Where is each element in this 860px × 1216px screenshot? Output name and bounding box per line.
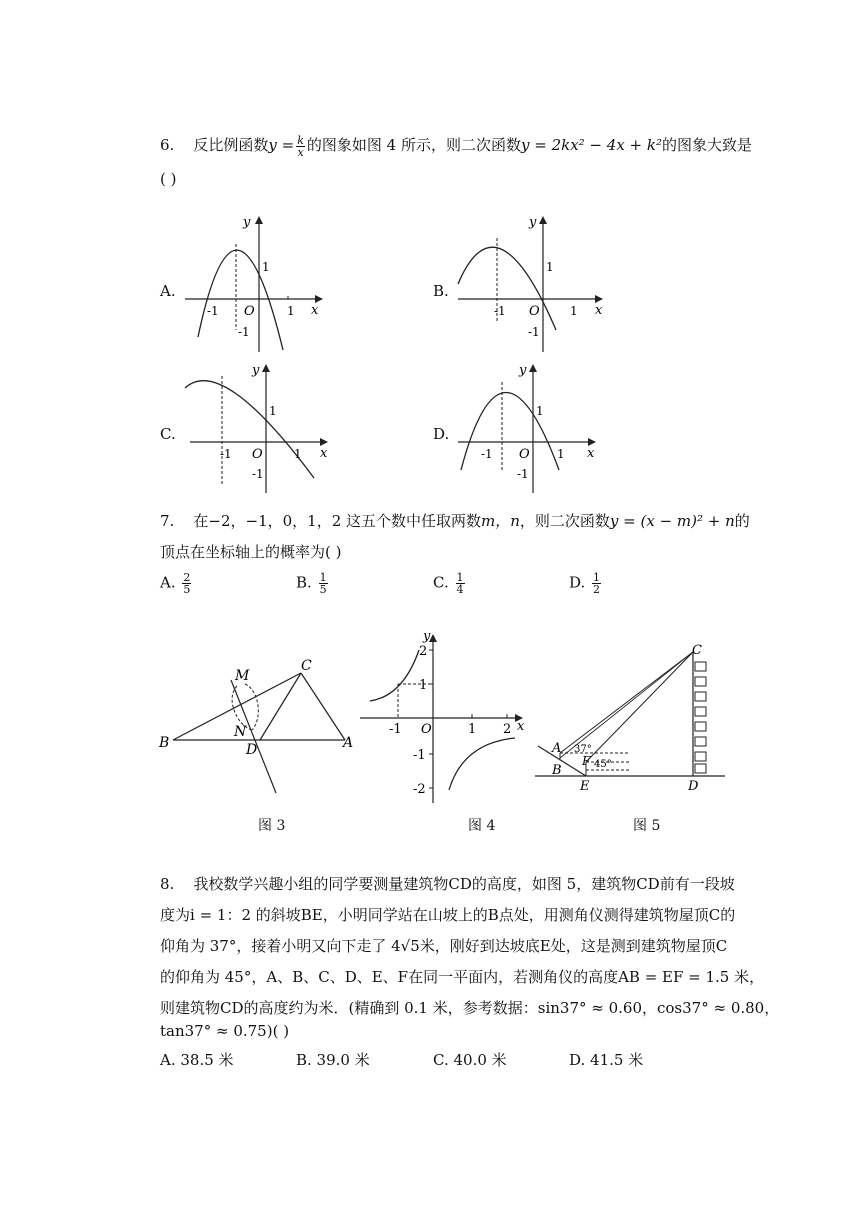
svg-text:B: B [552, 763, 562, 778]
svg-text:1: 1 [570, 304, 578, 318]
svg-text:-1: -1 [220, 447, 232, 461]
q7-function: y = (x − m)² + n [609, 512, 735, 530]
graph-a-y-label: y [243, 215, 251, 230]
svg-text:-1: -1 [389, 722, 402, 737]
svg-text:N: N [234, 724, 247, 740]
q6-graph-d [453, 360, 603, 495]
svg-text:-1: -1 [517, 467, 529, 481]
svg-text:2: 2 [419, 644, 428, 659]
svg-text:1: 1 [557, 447, 565, 461]
svg-text:-1: -1 [207, 304, 219, 318]
q6-option-a-label: A. [160, 282, 176, 300]
q8-option-c: C. 40.0 米 [433, 1051, 507, 1069]
svg-text:M: M [235, 668, 250, 684]
q6-line1: 6. 反比例函数y = $\frac{k}{x}$ 的图象如图 4 所示，则二次函数y = 2kx² − 4x + k²的图象大致是 [160, 133, 752, 159]
svg-text:y: y [423, 629, 431, 644]
q7-option-a: A. $\frac{2}{5}$ [160, 571, 191, 596]
svg-text:C: C [692, 643, 702, 658]
svg-text:1: 1 [269, 404, 277, 418]
q8-line6: tan37° ≈ 0.75)( ) [160, 1022, 290, 1040]
svg-text:1: 1 [536, 404, 544, 418]
svg-text:F: F [582, 754, 591, 768]
q7-option-b: B. $\frac{1}{5}$ [296, 571, 327, 596]
svg-text:E: E [580, 779, 590, 794]
q6-paren: ( ) [160, 170, 177, 188]
svg-text:B: B [159, 735, 170, 751]
svg-text:1: 1 [287, 304, 295, 318]
svg-text:D: D [688, 779, 699, 794]
q6-option-b-label: B. [433, 282, 449, 300]
q8-option-b: B. 39.0 米 [296, 1051, 370, 1069]
svg-text:1: 1 [546, 260, 554, 274]
figure-4-caption: 图 4 [468, 818, 496, 834]
figure-3-caption: 图 3 [258, 818, 286, 834]
q8-line2: 度为i = 1：2 的斜坡BE，小明同学站在山坡上的B点处，用测角仪测得建筑物屋顶C的 [160, 906, 736, 924]
svg-text:O: O [529, 304, 540, 319]
svg-text:-1: -1 [238, 325, 250, 339]
q7-line1: 7. 在−2，−1，0，1，2 这五个数中任取两数m，n，则二次函数y = (x − m)² + n的 [160, 512, 750, 530]
svg-text:-1: -1 [413, 748, 426, 763]
q6-option-c-label: C. [160, 425, 176, 443]
svg-text:x: x [587, 446, 595, 461]
svg-text:O: O [421, 722, 432, 737]
svg-text:45°: 45° [594, 759, 612, 770]
svg-text:O: O [252, 447, 263, 462]
q6-graph-a [180, 212, 325, 354]
q6-number: 6. [160, 136, 175, 154]
svg-text:-2: -2 [413, 782, 426, 797]
svg-text:x: x [311, 303, 319, 318]
q8-option-d: D. 41.5 米 [569, 1051, 644, 1069]
svg-text:y: y [529, 215, 537, 230]
q6-graph-b [453, 212, 608, 354]
q7-option-d: D. $\frac{1}{2}$ [569, 571, 601, 596]
svg-text:y: y [252, 363, 260, 378]
q8-option-a: A. 38.5 米 [160, 1051, 234, 1069]
q6-option-d-label: D. [433, 425, 450, 443]
q6-graph-c [180, 360, 330, 495]
q8-line4: 的仰角为 45°，A、B、C、D、E、F在同一平面内，若测角仪的高度AB = EF = 1.5 米， [160, 968, 765, 986]
q6-fraction: $\frac{k}{x}$ [297, 133, 304, 159]
svg-text:y: y [519, 363, 527, 378]
svg-text:1: 1 [419, 678, 428, 693]
svg-text:C: C [301, 658, 312, 674]
figure-5 [530, 640, 730, 800]
svg-text:1: 1 [294, 447, 302, 461]
q7-line2: 顶点在坐标轴上的概率为( ) [160, 543, 342, 561]
figure-4 [355, 628, 530, 808]
q8-line3: 仰角为 37°，接着小明又向下走了 4√5米，刚好到达坡底E处，这是测到建筑物屋顶C [160, 937, 728, 955]
svg-text:-1: -1 [252, 467, 264, 481]
q8-line5: 则建筑物CD的高度约为米．(精确到 0.1 米，参考数据：sin37° ≈ 0.60，cos37° ≈ 0.80， [160, 999, 780, 1017]
figure-5-caption: 图 5 [633, 818, 661, 834]
svg-text:1: 1 [262, 260, 270, 274]
svg-text:O: O [519, 447, 530, 462]
figure-3 [155, 650, 355, 810]
svg-text:A: A [343, 735, 354, 751]
svg-text:-1: -1 [528, 325, 540, 339]
svg-text:-1: -1 [494, 304, 506, 318]
q6-inverse-func: y = [268, 136, 295, 154]
svg-text:x: x [595, 303, 603, 318]
q6-quadratic-func: y = 2kx² − 4x + k² [520, 136, 662, 154]
svg-text:1: 1 [468, 722, 477, 737]
svg-text:D: D [246, 742, 258, 758]
q7-option-c: C. $\frac{1}{4}$ [433, 571, 464, 596]
q8-line1: 8. 我校数学兴趣小组的同学要测量建筑物CD的高度，如图 5，建筑物CD前有一段坡 [160, 875, 735, 893]
svg-text:x: x [517, 719, 525, 734]
svg-text:O: O [244, 304, 255, 319]
svg-text:A: A [552, 741, 562, 756]
svg-text:x: x [320, 446, 328, 461]
svg-text:-1: -1 [481, 447, 493, 461]
svg-text:2: 2 [503, 722, 512, 737]
svg-text:37°: 37° [574, 744, 592, 755]
